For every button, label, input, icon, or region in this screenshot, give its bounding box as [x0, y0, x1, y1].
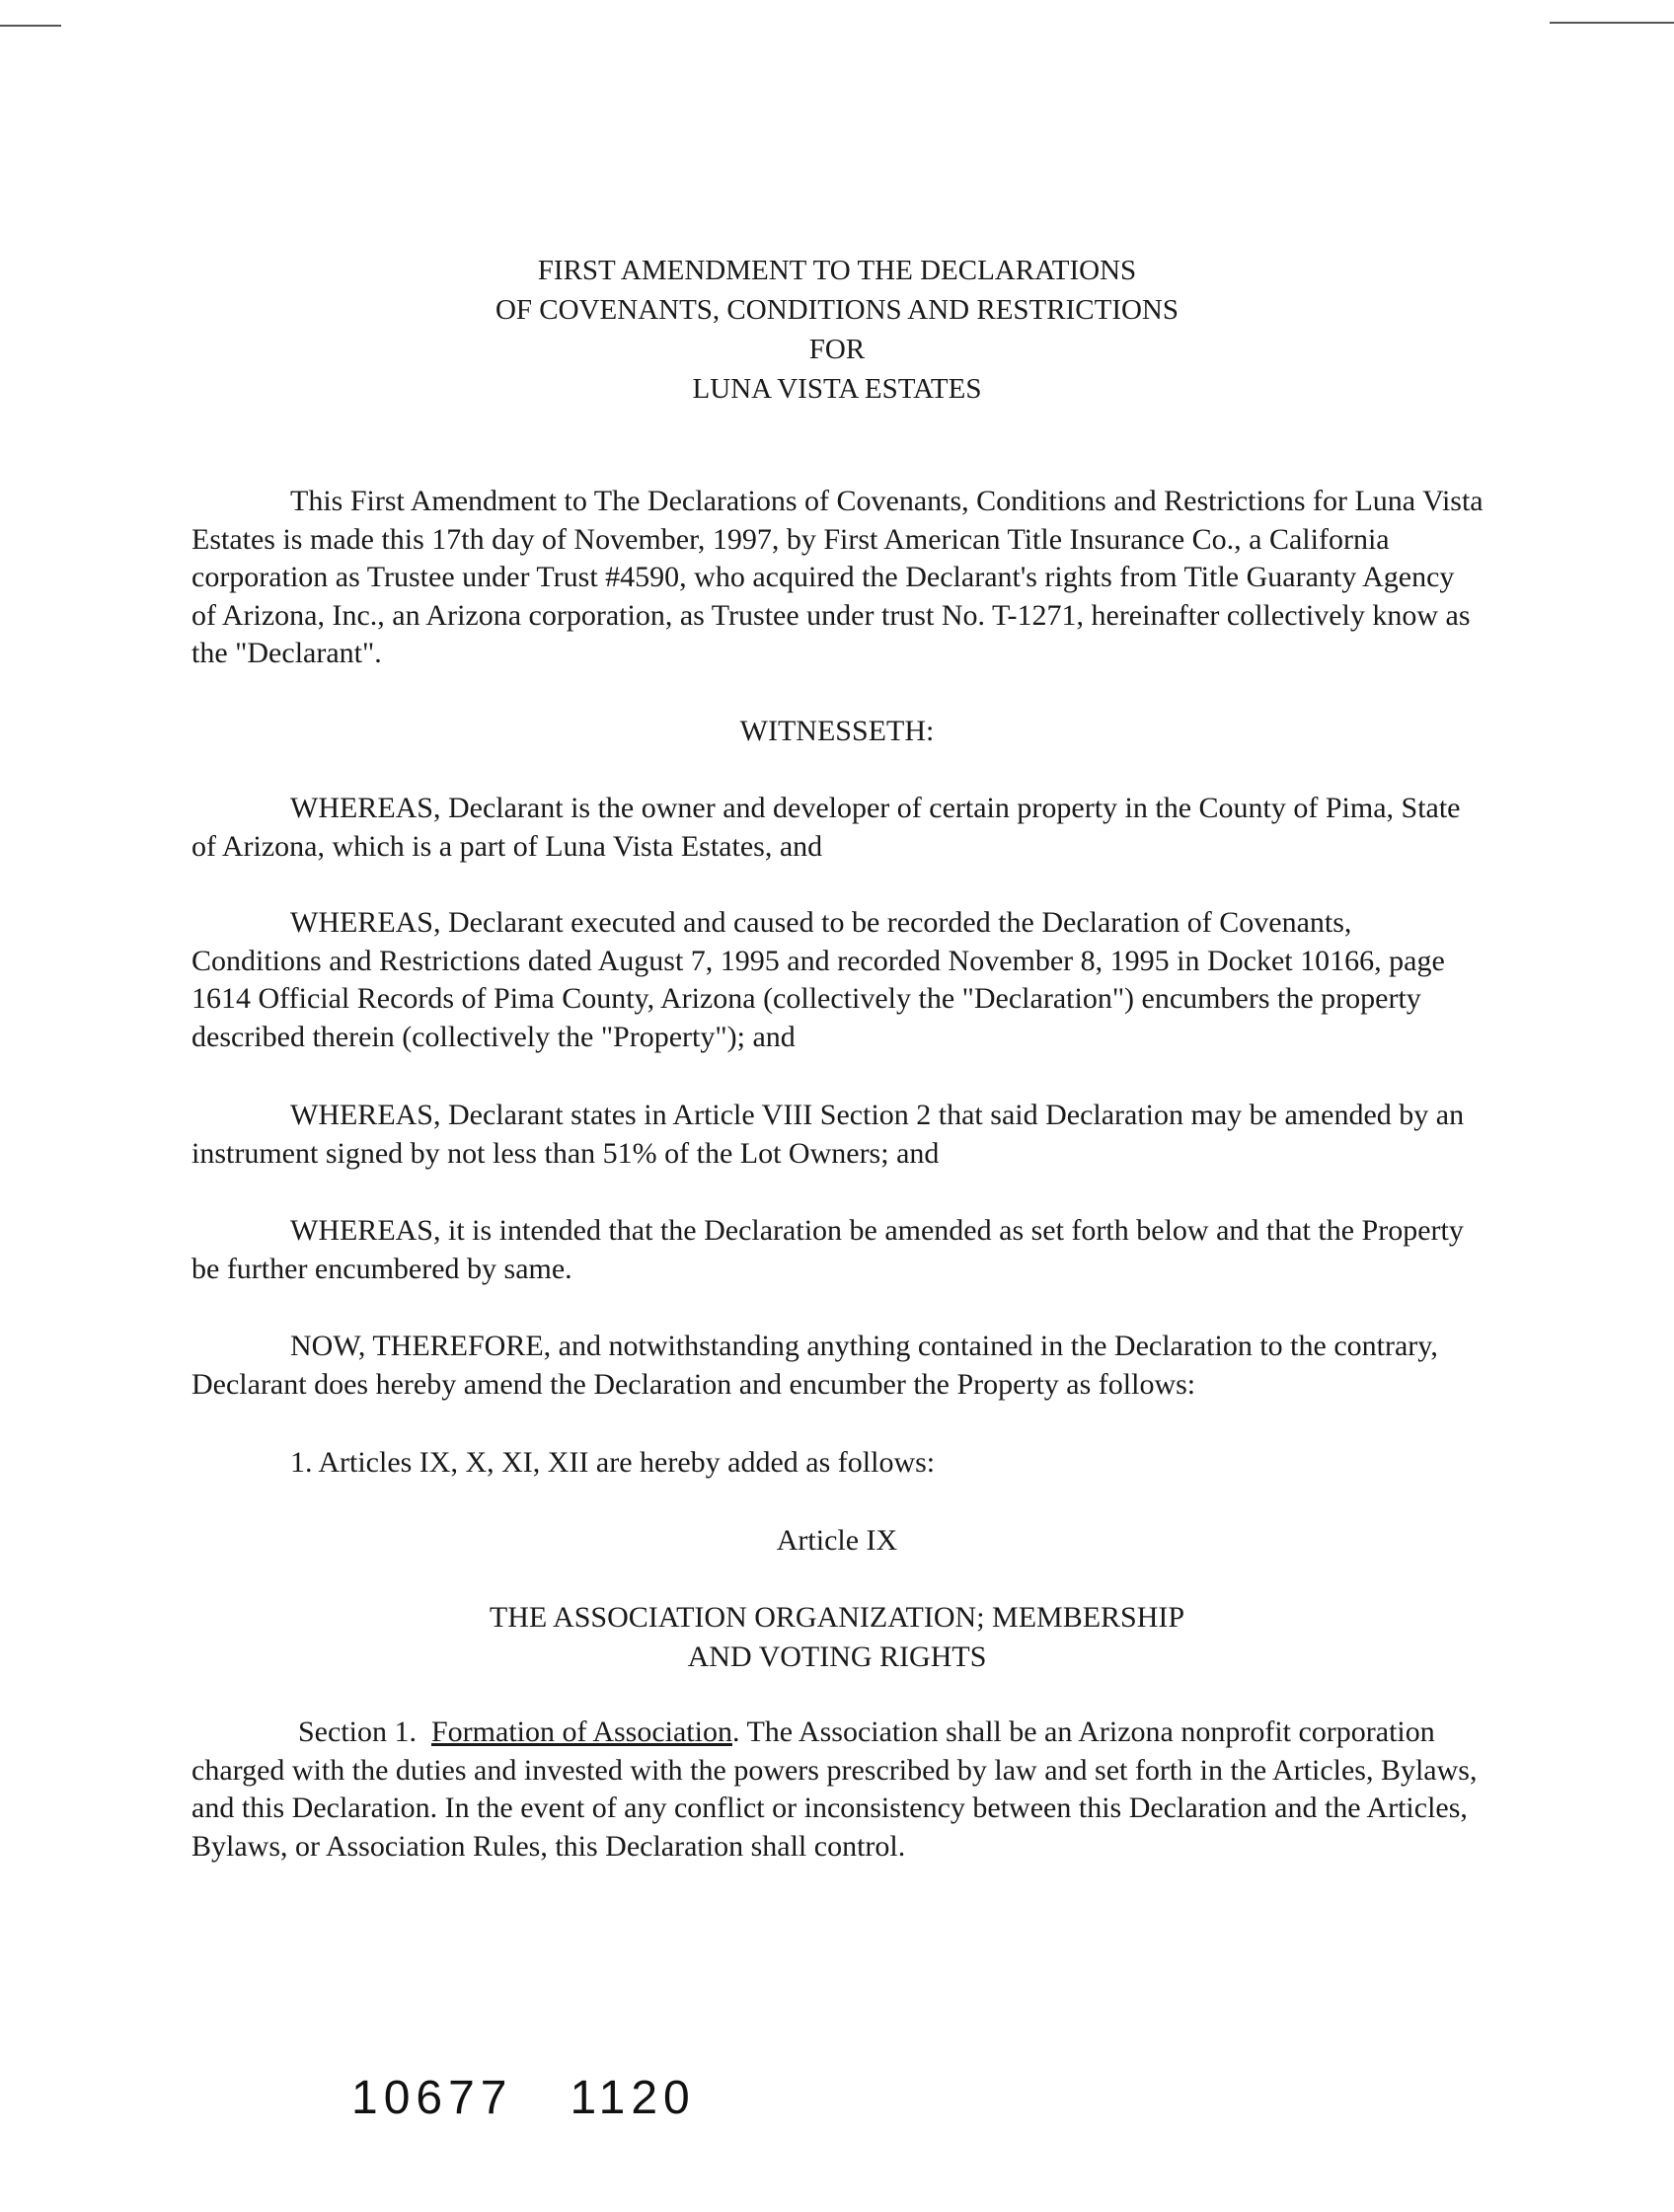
whereas-paragraph-1: [191, 790, 1484, 866]
intro-text: This First Amendment to The Declarations of Covenants, Conditions and Restrictions for Luna Vista Estates is made this 17th day of November, 1997, by First American Title Insurance Co., a California corporation as Trustee under Trust #4590, who acquired the Declarant's rights from Title Guaranty Agency of Arizona, Inc., an Arizona corporation, as Trustee under trust No. T-1271, hereinafter collectively know as the "Declarant".: [191, 485, 1484, 669]
whereas-paragraph-2: [191, 904, 1484, 1056]
now-therefore-text: NOW, THEREFORE, and notwithstanding anything contained in the Declaration to the contrary, Declarant does hereby amend the Declaration and encumber the Property as follows:: [191, 1330, 1438, 1401]
whereas-text-4: WHEREAS, it is intended that the Declaration be amended as set forth below and that the Property be further encumbered by same.: [191, 1214, 1464, 1285]
whereas-text-2: WHEREAS, Declarant executed and caused to be recorded the Declaration of Covenants, Conditions and Restrictions dated August 7, 1995 and recorded November 8, 1995 in Docket 10166, page 1614 Official Records of Pima County, Arizona (collectively the "Declaration") encumbers the property described therein (collectively the "Property"); and: [191, 906, 1445, 1053]
section-1-label: Section 1.: [298, 1716, 417, 1748]
whereas-text-1: WHEREAS, Declarant is the owner and developer of certain property in the County of Pima, State of Arizona, which is a part of Luna Vista Estates, and: [191, 792, 1461, 863]
whereas-paragraph-4: [191, 1212, 1484, 1288]
title-line-4: LUNA VISTA ESTATES: [692, 373, 982, 405]
recording-docket-number: 10677: [351, 2072, 513, 2124]
item-1: [191, 1444, 1484, 1483]
scan-edge-mark-right: [1550, 22, 1674, 24]
whereas-text-3: WHEREAS, Declarant states in Article VIII Section 2 that said Declaration may be amended by an instrument signed by not less than 51% of the Lot Owners; and: [191, 1099, 1465, 1170]
document-title: [0, 251, 1674, 409]
section-1-paragraph: [191, 1714, 1484, 1866]
whereas-paragraph-3: [191, 1097, 1484, 1173]
recording-stamp: [351, 2071, 696, 2125]
intro-paragraph: [191, 483, 1484, 673]
title-line-2: OF COVENANTS, CONDITIONS AND RESTRICTIONS: [495, 294, 1179, 326]
title-line-1: FIRST AMENDMENT TO THE DECLARATIONS: [537, 255, 1137, 286]
scan-edge-mark-left: [0, 25, 61, 27]
article-title-line-1: THE ASSOCIATION ORGANIZATION; MEMBERSHIP: [489, 1601, 1185, 1634]
recording-page-number: 1120: [570, 2072, 696, 2124]
title-line-3: FOR: [808, 334, 866, 365]
witnesseth-heading: WITNESSETH:: [739, 715, 935, 747]
article-heading: Article IX: [776, 1524, 898, 1557]
item-1-text: 1. Articles IX, X, XI, XII are hereby added as follows:: [290, 1446, 936, 1479]
section-1-body: . The Association shall be an Arizona nonprofit corporation charged with the duties and invested with the powers prescribed by law and set forth in the Articles, Bylaws, and this Declaration. In the event of any conflict or inconsistency between this Declaration and the Articles, Bylaws, or Association Rules, this Declaration shall control.: [191, 1716, 1478, 1863]
article-title-line-2: AND VOTING RIGHTS: [687, 1640, 987, 1673]
now-therefore-paragraph: [191, 1328, 1484, 1404]
section-1-heading: Formation of Association: [431, 1716, 732, 1748]
